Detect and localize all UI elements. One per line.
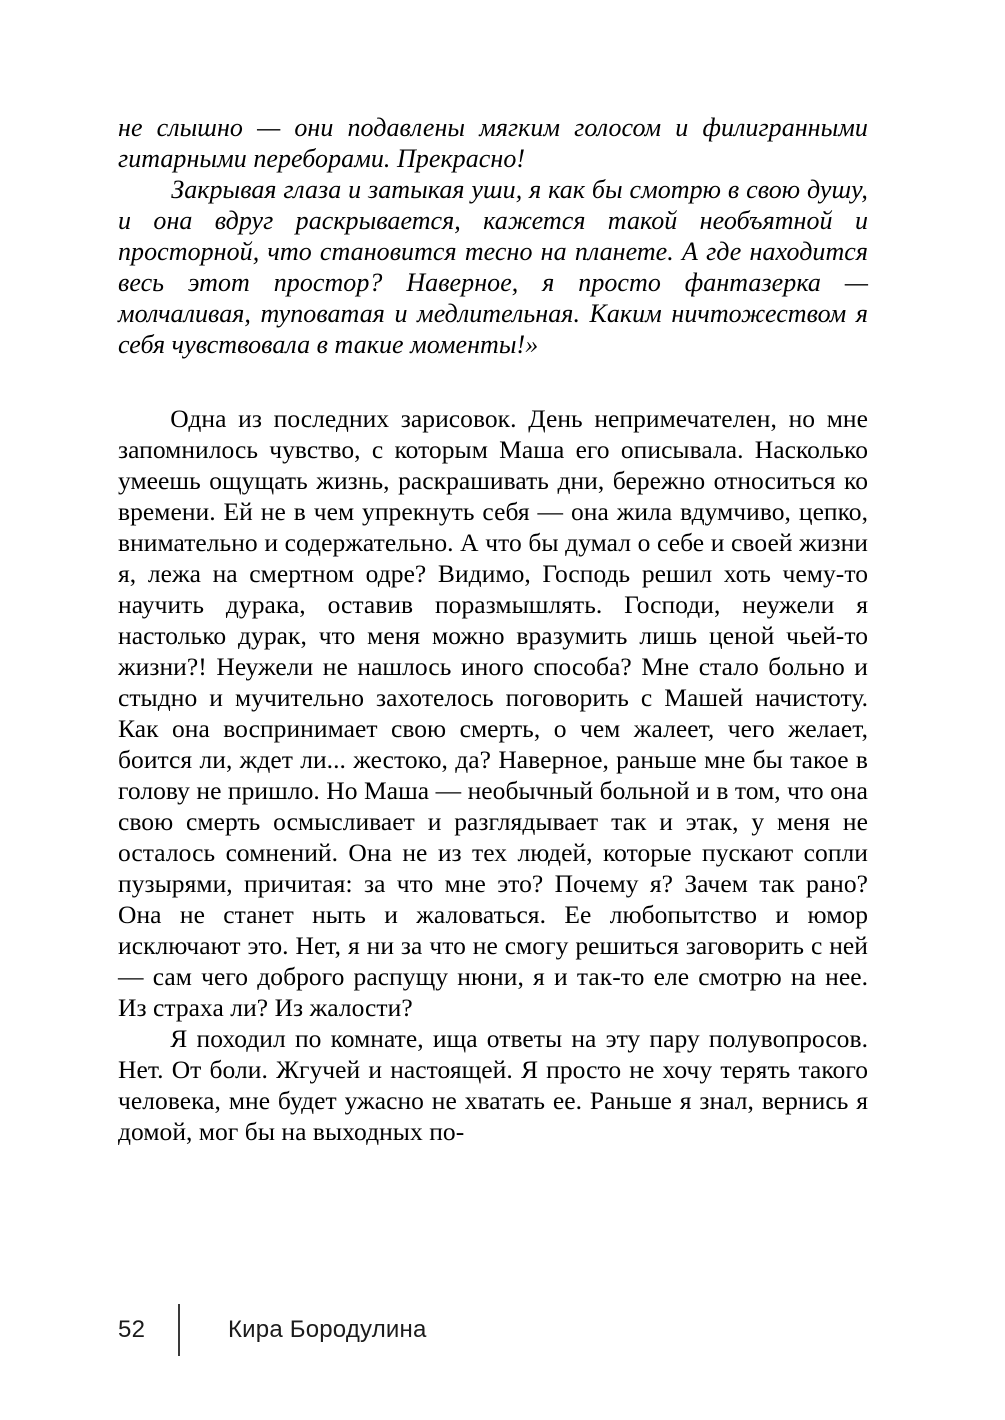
body-paragraph-1: Одна из последних зарисовок. День непримечателен, но мне запомнилось чувство, с которым Маша его описывала. Насколько умеешь ощущать жизнь, раскрашивать дни, бережно относиться ко времени. Ей не в чем упрекнуть себя — она жила вдумчиво, цепко, внимательно и содержательно. А что бы думал о себе и своей жизни я, лежа на смертном одре? Видимо, Господь решил хоть чему-то научить дурака, оставив поразмышлять. Господи, неужели я настолько дурак, что меня можно вразумить лишь ценой чьей-то жизни?! Неужели не нашлось иного способа? Мне стало больно и стыдно и мучительно захотелось поговорить с Машей начистоту. Как она воспринимает свою смерть, о чем жалеет, чего желает, боится ли, ждет ли... жестоко, да? Наверное, раньше мне бы такое в голову не пришло. Но Маша — необычный больной и в том, что она свою смерть осмысливает и разглядывает так и этак, у меня не осталось сомнений. Она не из тех людей, которые пускают сопли пузырями, причитая: за что мне это? Почему я? Зачем так рано? Она не станет ныть и жаловаться. Ее любопытство и юмор исключают это. Нет, я ни за что не смогу решиться заговорить с ней — сам чего доброго распущу нюни, я и так-то еле смотрю на нее. Из страха ли? Из жалости? xyxy=(118,404,868,1022)
quote-paragraph: Закрывая глаза и затыкая уши, я как бы смотрю в свою душу, и она вдруг раскрывается, кажется такой необъятной и просторной, что становится тесно на планете. А где находится весь этот простор? Наверное, я просто фантазерка — молчаливая, туповатая и медлительная. Каким ничтожеством я себя чувствовала в такие моменты!» xyxy=(118,175,868,359)
body-block xyxy=(118,403,868,1147)
running-author: Кира Бородулина xyxy=(228,1316,427,1343)
block-separator xyxy=(118,360,868,403)
running-footer xyxy=(118,1303,868,1357)
footer-divider xyxy=(178,1304,180,1356)
page-number: 52 xyxy=(118,1316,146,1343)
text-column xyxy=(118,112,868,1147)
quote-block xyxy=(118,112,868,360)
body-paragraph-2: Я походил по комнате, ища ответы на эту пару полувопросов. Нет. От боли. Жгучей и настоящей. Я просто не хочу терять такого человека, мне будет ужасно не хватать ее. Раньше я знал, вернись я домой, мог бы на выходных по- xyxy=(118,1024,868,1146)
quote-paragraph-continuation: не слышно — они подавлены мягким голосом и филигранными гитарными переборами. Прекрасно! xyxy=(118,113,868,173)
